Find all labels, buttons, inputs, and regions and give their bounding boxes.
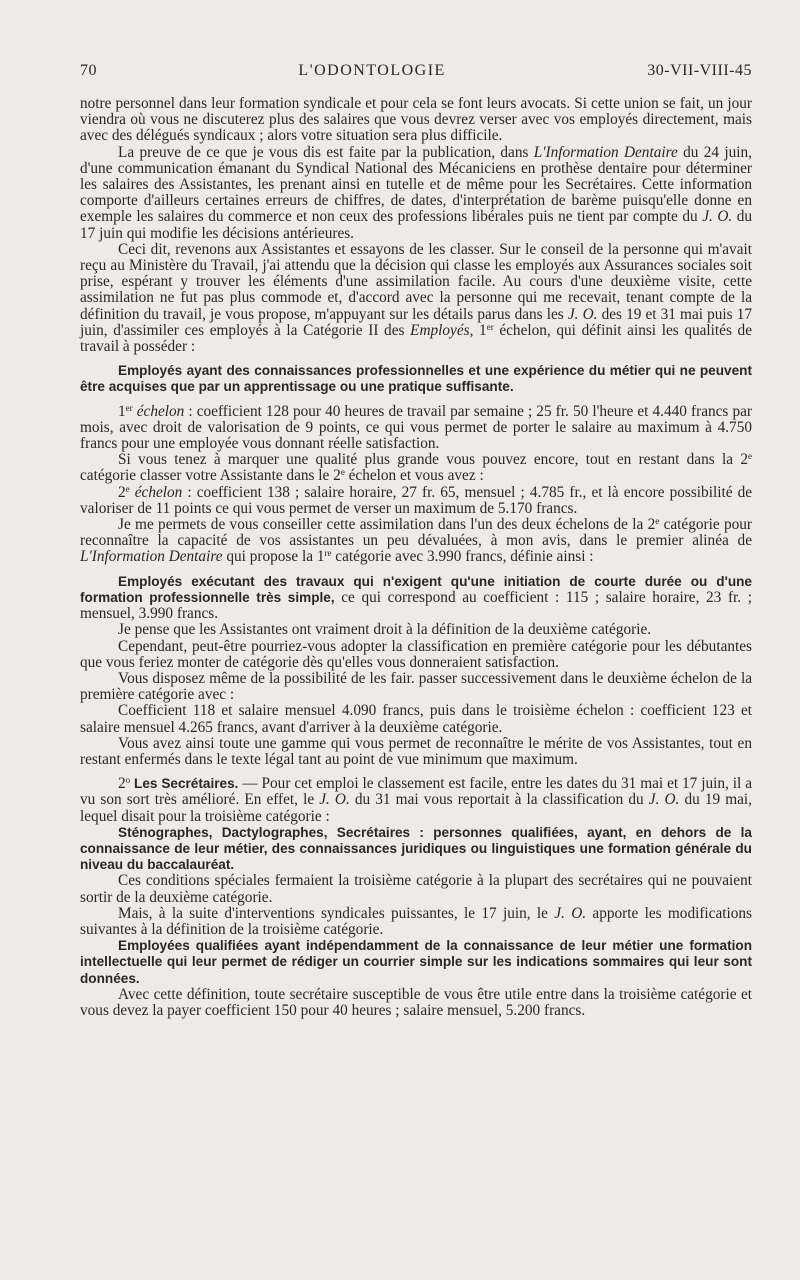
page-number: 70	[80, 62, 97, 79]
paragraph: 1er échelon : coefficient 128 pour 40 heures de travail par semaine ; 25 fr. 50 l'heure et 4.440 francs par mois, avec droit de valorisation de 9 points, ce qui vous permet de porter le salaire au maximum à 4.750 francs pour une employée vous donnant réelle satisfaction.	[80, 402, 752, 453]
paragraph: Je pense que les Assistantes ont vraiment droit à la définition de la deuxième catégorie.	[118, 621, 652, 639]
paragraph: La preuve de ce que je vous dis est faite par la publication, dans L'Information Dentaire du 24 juin, d'une communication émanant du Syndical National des Mécaniciens en prothèse dentaire pour déterminer les salaires des Assistantes, les prenant ainsi en tutelle et de même pour les Secrétaires. Cette information comporte d'ailleurs certaines erreurs de chiffres, de dates, d'interprétation de barème puisqu'elle donne en exemple les salaires du commerce et non ceux des professions libérales puis ne tient par compte du J. O. du 17 juin qui modifie les décisions antérieures.	[80, 143, 753, 242]
paragraph: Mais, à la suite d'interventions syndicales puissantes, le 17 juin, le J. O. apporte les modifications suivantes à la définition de la troisième catégorie.	[80, 904, 753, 938]
definition-block: Sténographes, Dactylographes, Secrétaires : personnes qualifiées, ayant, en dehors de la connaissance de leur métier, des connaissances juridiques ou linguistiques une formation générale du niveau du baccalauréat.	[80, 824, 752, 873]
definition-block: Employés ayant des connaissances professionnelles et une expérience du métier qui ne peuvent être acquises que par un apprentissage ou une pratique suffisante.	[80, 363, 752, 395]
paragraph: Coefficient 118 et salaire mensuel 4.090 francs, puis dans le troisième échelon : coefficient 123 et salaire mensuel 4.265 francs, avant d'arriver à la deuxième catégorie.	[80, 702, 752, 736]
paragraph: Employés exécutant des travaux qui n'exigent qu'une initiation de courte durée ou d'une formation professionnelle très simple, ce qui correspond au coefficient : 115 ; salaire horaire, 23 fr. ; mensuel, 3.990 francs.	[80, 573, 752, 623]
paragraph: Je me permets de vous conseiller cette assimilation dans l'un des deux échelons de la 2e catégorie pour reconnaître la capacité de vos assistantes un peu dévaluées, à mon avis, dans le premier alinéa de L'Information Dentaire qui propose la 1re catégorie avec 3.990 francs, définie ainsi :	[80, 516, 752, 566]
paragraph: Ceci dit, revenons aux Assistantes et essayons de les classer. Sur le conseil de la personne qui m'avait reçu au Ministère du Travail, j'ai attendu que la décision qui classe les employés aux Assurances sociales soit prise, espérant y trouver les éléments d'une assimilation facile. Au cours d'une deuxième visite, cette assimilation ne fut pas plus commode et, d'accord avec la personne qui me recevait, tenant compte de la définition du travail, je vous propose, m'appuyant sur les détails parus dans les J. O. des 19 et 31 mai puis 17 juin, d'assimiler ces employés à la Catégorie II des Employés, 1er échelon, qui définit ainsi les qualités de travail à posséder :	[80, 240, 753, 356]
paragraph: Avec cette définition, toute secrétaire susceptible de vous être utile entre dans la troisième catégorie et vous devez la payer coefficient 150 pour 40 heures ; salaire mensuel, 5.200 francs.	[80, 985, 752, 1019]
paragraph: notre personnel dans leur formation syndicale et pour cela se font leurs avocats. Si cette union se fait, un jour viendra où vous ne discuterez plus des salaires que vous devrez verser avec vos employés directement, mais avec des délégués syndicaux ; alors votre situation sera plus difficile.	[80, 95, 752, 145]
paragraph: Vous avez ainsi toute une gamme qui vous permet de reconnaître le mérite de vos Assistantes, tout en restant enfermés dans le texte légal tant au point de vue minimum que maximum.	[80, 734, 752, 768]
section-secretaires: 2$^o$ Les Secrétaires. — Pour cet emploi le classement est facile, entre les dates du 31 mai et 17 juin, il a vu son sort très amélioré. En effet, le J. O. du 31 mai vous reportait à la classification du J. O. du 19 mai, lequel disait pour la troisième catégorie :	[80, 775, 752, 825]
issue-date: 30-VII-VIII-45	[647, 62, 752, 79]
paragraph: Si vous tenez à marquer une qualité plus grande vous pouvez encore, tout en restant dans la 2e catégorie classer votre Assistante dans le 2e échelon et vous avez :	[80, 451, 752, 485]
paragraph: Vous disposez même de la possibilité de les fair. passer successivement dans le deuxième échelon de la première catégorie avec :	[80, 669, 752, 704]
paragraph: Cependant, peut-être pourriez-vous adopter la classification en première catégorie pour les débutantes que vous feriez monter de catégorie dès qu'elles vous donneraient satisfaction.	[80, 637, 752, 671]
journal-title: L'ODONTOLOGIE	[298, 62, 446, 79]
paragraph: 2e échelon : coefficient 138 ; salaire horaire, 27 fr. 65, mensuel ; 4.785 fr., et là encore possibilité de valoriser de 11 points ce qui vous permet de verser un maximum de 5.170 francs.	[80, 483, 753, 517]
definition-block: Employées qualifiées ayant indépendamment de la connaissance de leur métier une formation intellectuelle qui leur permet de rédiger un courrier simple sur les indications sommaires qui leur sont données.	[80, 938, 752, 986]
paragraph: Ces conditions spéciales fermaient la troisième catégorie à la plupart des secrétaires qui ne pouvaient sortir de la deuxième catégorie.	[80, 872, 752, 906]
article-body	[80, 96, 752, 1019]
running-header	[80, 62, 752, 80]
